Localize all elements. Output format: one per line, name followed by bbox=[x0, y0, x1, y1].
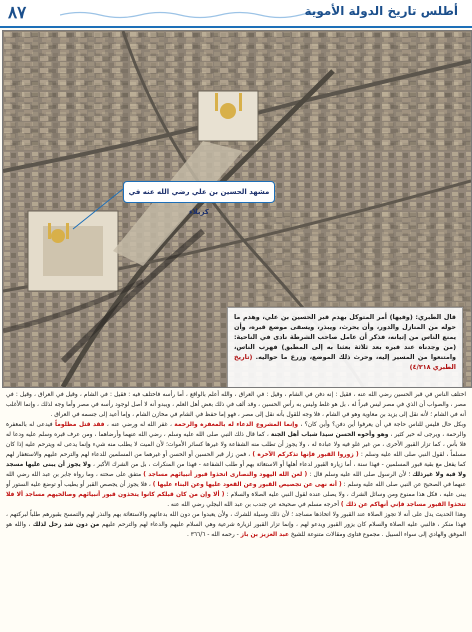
p2-part-o: ، فلا يجوز أن يجصص القبر أو يطيب أو توضع عليه الستور أو يبنى عليه ، فكل هذا ممنوع ومن وسائل الشرك ، ولا يصلى عنده لقول النبي عليه الصلاة والسلام : bbox=[6, 482, 466, 498]
p2-part-g: ، كما قال ذلك النبي صلى الله عليه وسلم ، رضي الله عنهما وأرضاهما ، ومن عرف قبره وسلم عليه ودعا له فلا بأس ، كما تزار القبور الأخرى ، من غير غلو فيه ولا عبادة له ، ولا يجوز أن تطلب منه الشفاعة ولا غيرها كسائر الأموات؛ لأن الميت لا يطلب منه شيء وإنما يدعى له ويترحم عليه إذا كان مسلماً ، لقول النبي صلى الله عليه وسلم : bbox=[6, 432, 466, 458]
paragraph-3 bbox=[6, 510, 466, 540]
p2-part-k: ؛ لأن الرسول صلى الله عليه وسلم قال : bbox=[309, 472, 411, 478]
body-text bbox=[6, 390, 466, 628]
p2-highlight-oppressed: فقد قتل مظلوماً bbox=[55, 422, 105, 428]
p2-highlight-youth-of-paradise: وهو وأخوه الحسن سيدا شباب أهل الجنة bbox=[270, 432, 389, 438]
p3-part-c: ، والله هو الموفق والهادي إلى سواء السبيل . مجموع فتاوى ومقالات متنوعة للشيخ bbox=[6, 522, 466, 538]
book-title: أطلس تاريخ الدولة الأموية bbox=[304, 4, 458, 18]
p2-highlight-dua: وإنما المشروع الدعاء له بالمغفرة والرحمة bbox=[174, 422, 298, 428]
p2-part-i: ، فمن زار قبر الحسين أو الحسن أو غيرهما من المسلمين للدعاء لهم والترحم عليهم والاستغفار لهم كما يفعل مع بقية قبور المسلمين - فهذا سنة ، أما زيارة القبور لدعاء أهلها أو الاستغاثة بهم أو طلب الشفاعة - فهذا من المنكرات ، بل من الشرك الأكبر ، bbox=[6, 452, 466, 468]
p2-hadith-curse: ( لعن الله اليهود والنصارى اتخذوا قبور أنبيائهم مساجد ) bbox=[143, 472, 308, 478]
aerial-photo-karbala bbox=[2, 30, 472, 388]
p3-author-name: عبد العزيز بن باز bbox=[240, 532, 290, 538]
photo-caption: مشهد الحسين بن علي رضي الله عنه في كربلاء bbox=[123, 181, 275, 203]
p2-hadith-plaster: ( أنه نهى عن تجصيص القبور وعن القعود عليها وعن البناء عليها ) bbox=[152, 482, 342, 488]
page-header bbox=[0, 0, 472, 28]
p2-hadith-mosques: ( ألا وإن من كان قبلكم كانوا يتخذون قبور أنبيائهم وصالحيهم مساجد ألا فلا تتخذوا القبور مساجد فإني أنهاكم عن ذلك ) bbox=[6, 492, 466, 508]
header-ornament bbox=[60, 10, 320, 20]
p2-part-a: وبكل حال فليس للناس حاجة في أن يعرفوا أين دفن؟ وأين كان؟ ، bbox=[300, 422, 466, 428]
p3-part-e: - رحمه الله - ٣٦٦/٦ . bbox=[186, 532, 239, 538]
p2-hadith-visit-graves: ( زوروا القبور فإنها تذكركم الآخرة ) bbox=[252, 452, 359, 458]
p2-part-e: فيدعى له بالمغفرة والرحمة ، ويرجى له خير كثير ، bbox=[6, 422, 466, 438]
p3-part-a: وهذا الحديث يدل على أنه لا تجوز الصلاة عند القبور ولا اتخاذها مساجد ؛ لأن ذلك وسيلة للشرك ، ولأن يعبدوا من دون الله بدعائهم والاستغاثة بهم والنذر لهم والتمسح بقبورهم طلباً لبركتهم ، فهذا منكر ، فالنبي عليه الصلاة والسلام كان يزور القبور ويدعو لهم ، وإنما تزار القبور لزيارة شرعية وهي السلام عليهم والدعاء لهم والترحم عليهم bbox=[6, 512, 466, 528]
paragraph-2 bbox=[6, 420, 466, 510]
p3-highlight-no-travel: من دون شد رحل لذلك bbox=[32, 522, 100, 528]
paragraph-1: اختلف الناس في قبر الحسين رضي الله عنه ، فقيل : إنه دفن في الشام ، وقيل : في العراق ، والله أعلم بالواقع ، أما رأسه فاختلف فيه : فقيل : في الشام ، وقيل في العراق ، وقيل : في مصر ، والصواب أن الذي في مصر ليس قبراً له ، بل هو غلط وليس به رأس الحسين ، وقد ألف في ذلك بعض أهل العلم ، ويبدو أنه لا أصل لوجود رأسه في مصر وأما وجه لذلك ، وإنما الأغلب أنه في الشام ؛ لأنه نقل إلى يزيد بن معاوية وهو في الشام ، فلا وجه للقول بأنه نقل إلى مصر ، فهو إما حفظ في الشام في مخازن الشام ، وإما أعيد إلى جسمه في العراق . bbox=[6, 392, 466, 418]
tabari-quote-box bbox=[227, 307, 463, 388]
tabari-quote-text: قال الطبري: (وفيها) أمر المتوكل بهدم قبر الحسين بن علي، وهدم ما حوله من المنازل والدور، وأن يحرث، ويبذر، ويسقى موضع قبره، وأن يمنع الناس من إتيانه، فذكر أن عامل صاحب الشرطة نادى في الناحية: (من وجدناه عند قبره بعد ثلاثة بعثنا به إلى المطبق) فهرب الناس، وامتنعوا من المسير إليه، وحرث ذلك الموضع، وزرع ما حواليه. bbox=[234, 313, 456, 361]
p2-part-m: متفق على صحته ، وما رواه جابر بن عبد الله رضي الله عنهما في الصحيح عن النبي صلى الله عليه وسلم : bbox=[6, 472, 466, 488]
p2-part-c: ، غفر الله له ورضي عنه ، bbox=[106, 422, 172, 428]
tabari-quote-source: (تاريخ الطبري ٤/٢١٨) bbox=[234, 353, 456, 371]
p2-part-q: أخرجه مسلم في صحيحه عن جندب بن عبد الله البجلي رضي الله عنه . bbox=[167, 502, 339, 508]
p2-highlight-no-building: ولا يجوز أن يبنى عليها مسجد ولا قبة ولا غيرذلك bbox=[6, 462, 466, 478]
page-number: ٨٧ bbox=[8, 3, 27, 23]
